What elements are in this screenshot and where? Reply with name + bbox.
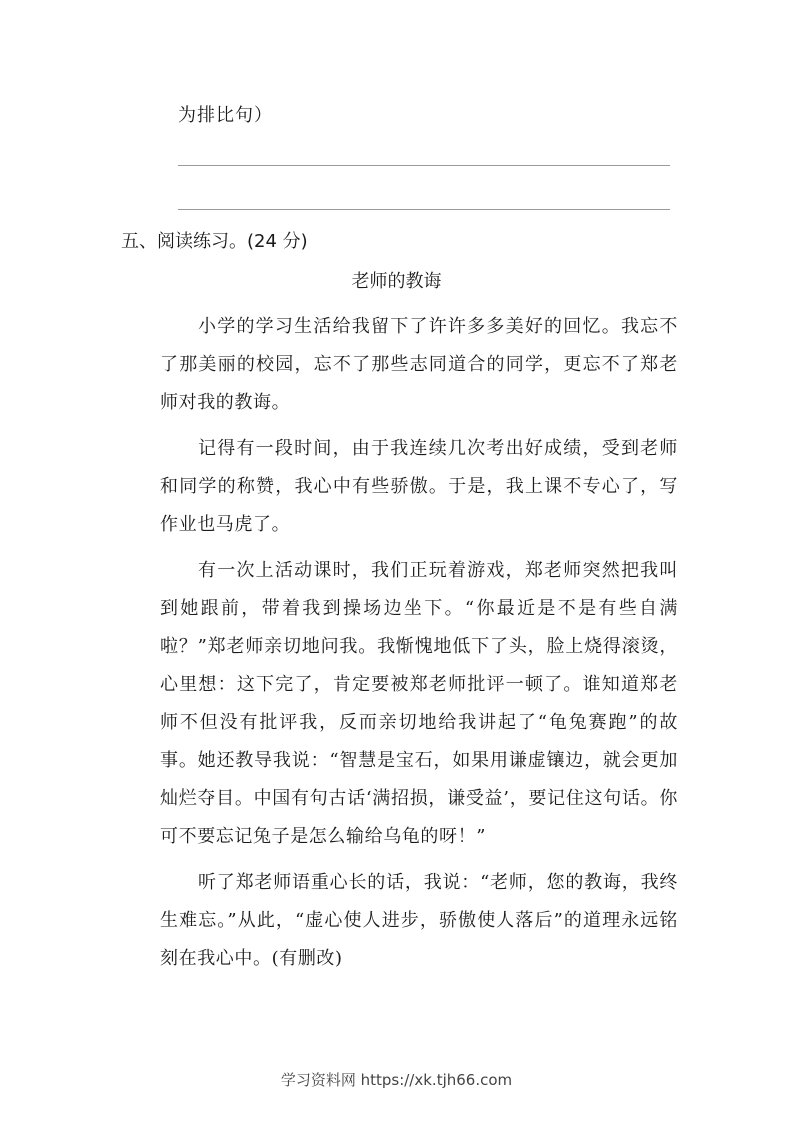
essay-paragraph-4: 听了郑老师语重心长的话，我说：“老师，您的教诲，我终生难忘。”从此，“虚心使人进步，骄傲使人落后”的道理永远铭刻在我心中。(有删改) bbox=[160, 872, 678, 969]
previous-question-continuation: 为排比句） bbox=[178, 105, 273, 126]
essay-title: 老师的教诲 bbox=[351, 271, 442, 292]
footer-watermark: 学习资料网 https://xk.tjh66.com bbox=[280, 1071, 513, 1089]
essay-paragraph-2: 记得有一段时间，由于我连续几次考出好成绩，受到老师和同学的称赞，我心中有些骄傲。于是，我上课不专心了，写作业也马虎了。 bbox=[160, 438, 678, 535]
answer-line-2[interactable] bbox=[178, 209, 670, 210]
essay-body bbox=[160, 308, 678, 986]
answer-line-1[interactable] bbox=[178, 165, 670, 166]
essay-paragraph-3: 有一次上活动课时，我们正玩着游戏，郑老师突然把我叫到她跟前，带着我到操场边坐下。“你最近是不是有些自满啦？”郑老师亲切地问我。我惭愧地低下了头，脸上烧得滚烫，心里想：这下完了，肯定要被郑老师批评一顿了。谁知道郑老师不但没有批评我，反而亲切地给我讲起了“龟兔赛跑”的故事。她还教导我说：“智慧是宝石，如果用谦虚镶边，就会更加灿烂夺目。中国有句古话‘满招损，谦受益’，要记住这句话。你可不要忘记兔子是怎么输给乌龟的呀！” bbox=[160, 560, 678, 847]
section-heading: 五、阅读练习。(24 分) bbox=[121, 231, 308, 252]
essay-paragraph-1: 小学的学习生活给我留下了许许多多美好的回忆。我忘不了那美丽的校园，忘不了那些志同道合的同学，更忘不了郑老师对我的教诲。 bbox=[160, 316, 678, 413]
